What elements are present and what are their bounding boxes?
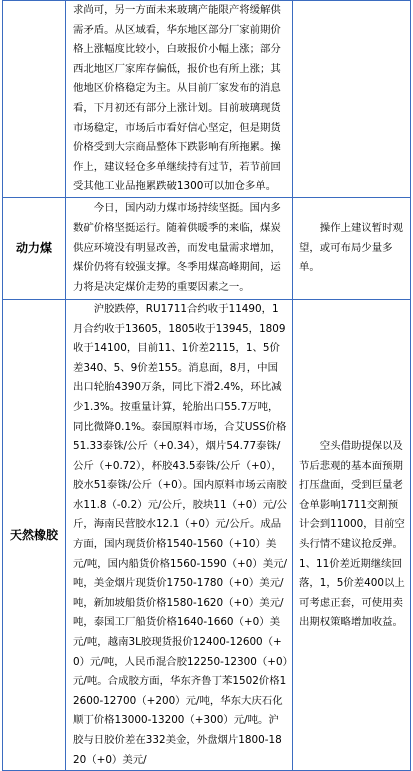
category-cell: [3, 197, 66, 299]
analysis-cell: [66, 197, 293, 299]
advice-text: 空头借助提保以及节后悲观的基本面预期打压盘面，受到巨量老仓单影响1711交割预计会到11000，目前空头行情不建议抢反弹。1、11价差近期继续回落，1，5价差400以上可考虑正套，可使用卖出期权策略增加收益。: [299, 440, 405, 629]
advice-cell: [293, 299, 411, 770]
category-cell: [3, 1, 66, 198]
advice-text: 操作上建议暂时观望，或可布局少量多单。: [299, 222, 403, 274]
advice-cell: [293, 1, 411, 198]
table-row-glass: [3, 1, 411, 198]
report-table: [2, 0, 411, 771]
table-row-thermal-coal: [3, 197, 411, 299]
analysis-cell: [66, 299, 293, 770]
category-label: 动力煤: [15, 241, 52, 256]
advice-cell: [293, 197, 411, 299]
analysis-text: 求尚可，另一方面未来玻璃产能限产将缓解供需矛盾。从区域看，华东地区部分厂家前期价格上涨幅度比较小，白玻报价小幅上涨；部分西北地区厂家库存偏低，报价也有所上涨；其他地区价格稳定为主。从目前厂家发布的消息看，下月初还有部分上涨计划。目前玻璃现货市场稳定，市场后市看好信心坚定，但是期货价格受到大宗商品整体下跌影响有所拖累。操作上，建议轻仓多单继续持有过节，若节前回受其他工业品拖累跌破1300可以加仓多单。: [73, 4, 281, 193]
category-label: 天然橡胶: [9, 528, 58, 543]
table-row-natural-rubber: [3, 299, 411, 770]
analysis-cell: [66, 1, 293, 198]
analysis-text: 今日，国内动力煤市场持续坚挺。国内多数矿价格坚挺运行。随着供暖季的来临，煤炭供应环境没有明显改善，而发电量需求增加，煤价仍将有较强支撑。冬季用煤高峰期间，运力将是决定煤价走势的重要因素之一。: [73, 202, 281, 293]
analysis-text: 沪胶跌停，RU1711合约收于11490，1月合约收于13605，1805收于13945，1809收于14100，目前11、1价差2115，1、5价差340、5、9价差155。消息面，8月，中国出口轮胎4390万条，同比下滑2.4%，环比减少1.3%。按重量计算，轮胎出口55.7万吨，同比微降0.1%。泰国原料市场，合艾USS价格51.33泰铢/公斤（+0.34），烟片54.77泰铢/公斤（+0.72），杯胶43.5泰铢/公斤（+0），胶水51泰铢/公斤（+0）。国内原料市场云南胶水11.8（-0.2）元/公斤，胶块11（+0）元/公斤，海南民营胶水12.1（+0）元/公斤。成品方面，国内现货价格1540-1560（+10）美元/吨，国内船货价格1560-1590（+0）美元/吨，美金烟片现货价1750-1780（+0）美元/吨，新加坡船货价格1580-1620（+0）美元/吨，泰国工厂船货价格1640-1660（+0）美元/吨，越南3L胶现货报价12400-12600（+0）元/吨，人民币混合胶12250-12300（+0）元/吨。合成胶方面，华东齐鲁丁苯1502价格12600-12700（+200）元/吨，华东大庆石化顺丁价格13000-13200（+300）元/吨。沪胶与日胶价差在332美金，外盘烟片1800-1820（+0）美元/: [73, 302, 288, 766]
category-cell: [3, 299, 66, 770]
